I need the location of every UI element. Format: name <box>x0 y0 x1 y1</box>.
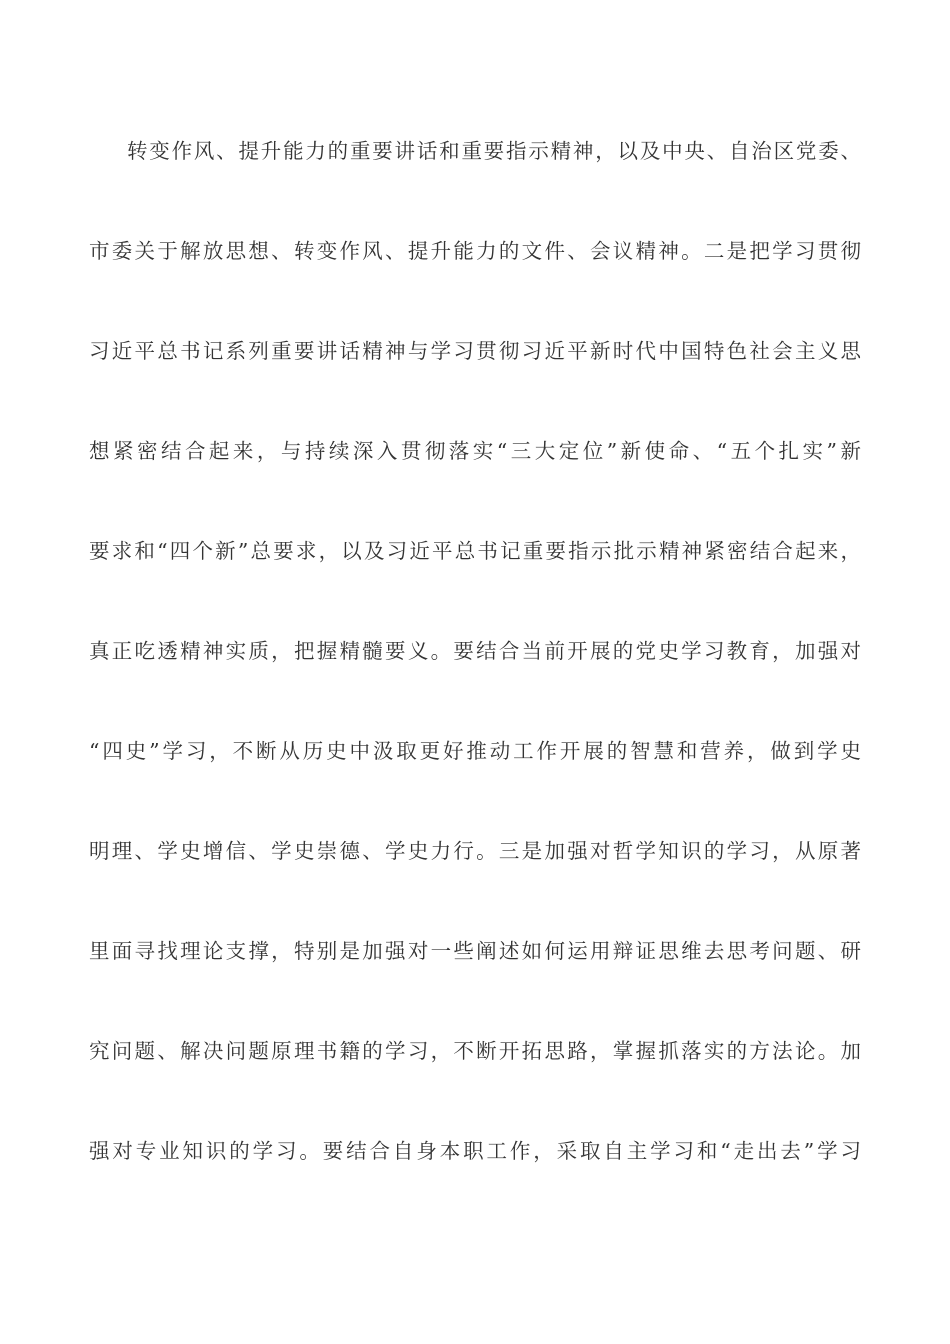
paragraph-line-10: 究问题、解决问题原理书籍的学习，不断开拓思路，掌握抓落实的方法论。加 <box>89 1039 861 1063</box>
paragraph-line-2: 市委关于解放思想、转变作风、提升能力的文件、会议精神。二是把学习贯彻 <box>89 239 861 263</box>
paragraph-line-6: 真正吃透精神实质，把握精髓要义。要结合当前开展的党史学习教育，加强对 <box>89 639 861 663</box>
paragraph-line-9: 里面寻找理论支撑，特别是加强对一些阐述如何运用辩证思维去思考问题、研 <box>89 939 861 963</box>
paragraph-line-1: 转变作风、提升能力的重要讲话和重要指示精神，以及中央、自治区党委、 <box>127 139 861 163</box>
paragraph-line-8: 明理、学史增信、学史崇德、学史力行。三是加强对哲学知识的学习，从原著 <box>89 839 861 863</box>
paragraph-line-4: 想紧密结合起来，与持续深入贯彻落实“三大定位”新使命、“五个扎实”新 <box>89 439 861 463</box>
paragraph-line-7: “四史”学习，不断从历史中汲取更好推动工作开展的智慧和营养，做到学史 <box>89 739 861 763</box>
paragraph-line-3: 习近平总书记系列重要讲话精神与学习贯彻习近平新时代中国特色社会主义思 <box>89 339 861 363</box>
paragraph-line-11: 强对专业知识的学习。要结合自身本职工作，采取自主学习和“走出去”学习 <box>89 1139 861 1163</box>
paragraph-line-5: 要求和“四个新”总要求，以及习近平总书记重要指示批示精神紧密结合起来， <box>89 539 861 563</box>
